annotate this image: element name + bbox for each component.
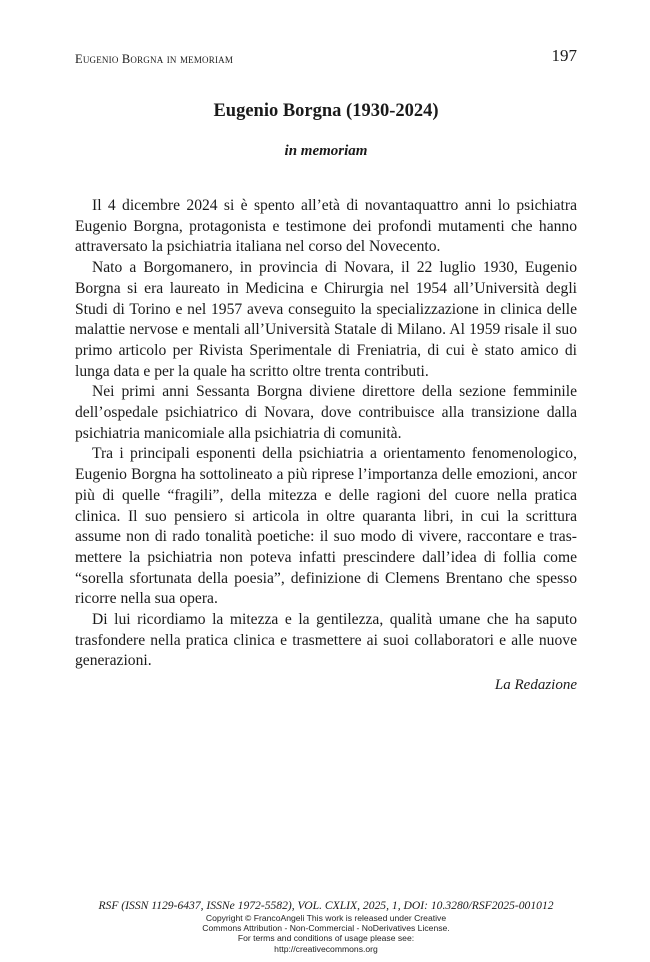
license-line: Copyright © FrancoAngeli This work is released under Creative: [205, 913, 447, 923]
journal-citation: RSF (ISSN 1129-6437, ISSNe 1972-5582), VOL. CXLIX, 2025, 1, DOI: 10.3280/RSF2025-001012: [98, 899, 554, 912]
paragraph: Nei primi anni Sessanta Borgna diviene direttore della sezione femminile dell’ospedale psichiatrico di Novara, dove contribuisce alla transizione dalla psichiatria manicomiale alla psichiatria di comunità.: [75, 383, 577, 442]
running-head-title: Eugenio Borgna in memoriam: [75, 52, 234, 66]
license-line: Commons Attribution - Non-Commercial - NoDerivatives License.: [202, 923, 450, 934]
paragraph: Il 4 dicembre 2024 si è spento all’età di novantaquattro anni lo psichiatra Eugenio Borgna, protagonista e testimone dei profondi mutamenti che hanno attraversato la psichiatria italiana nel corso del Novecento.: [75, 197, 577, 256]
license-line: For terms and conditions of usage please see:: [237, 933, 415, 944]
license-link[interactable]: http://creativecommons.org: [274, 943, 378, 954]
license-notice: [75, 913, 577, 954]
paragraph: Nato a Borgomanero, in provincia di Novara, il 22 luglio 1930, Eugenio Borgna si era laureato in Medicina e Chirurgia nel 1954 all’Università degli Studi di Torino e nel 1957 aveva conseguito la specializzazione in clinica delle malattie nervose e mentali all’Università Statale di Milano. Al 1959 risale il suo primo articolo per Rivista Sperimentale di Freniatria, di cui è stato amico di lunga data e per la quale ha scritto oltre trenta contributi.: [75, 259, 577, 380]
article-body: [75, 196, 577, 672]
paragraph: Di lui ricordiamo la mitezza e la gentilezza, qualità umane che ha saputo trasfondere nella pratica clinica e trasmettere ai suoi collaboratori e alle nuove generazioni.: [75, 611, 577, 670]
running-head: [75, 46, 577, 70]
article-title: Eugenio Borgna (1930-2024): [213, 101, 439, 121]
article-subtitle: in memoriam: [284, 143, 368, 159]
page-number: 197: [551, 46, 577, 65]
paragraph: Tra i principali esponenti della psichiatria a orientamento fenomenologico, Eugenio Borgna ha sottolineato a più riprese l’importanza delle emozioni, ancor più di quelle “fragili”, della mitezza e delle ragioni del cuore nella pratica clinica. Il suo pensiero si articola in oltre quaranta libri, in cui la scrittura assume non di rado tonalità poetiche: il suo modo di vivere, raccontare e trasmettere la psichiatria non poteva infatti prescindere dall’idea di follia come “sorella sfortunata della poesia”, definizione di Clemens Brentano che spesso ricorre nella sua opera.: [75, 445, 577, 608]
signature: La Redazione: [494, 677, 577, 693]
